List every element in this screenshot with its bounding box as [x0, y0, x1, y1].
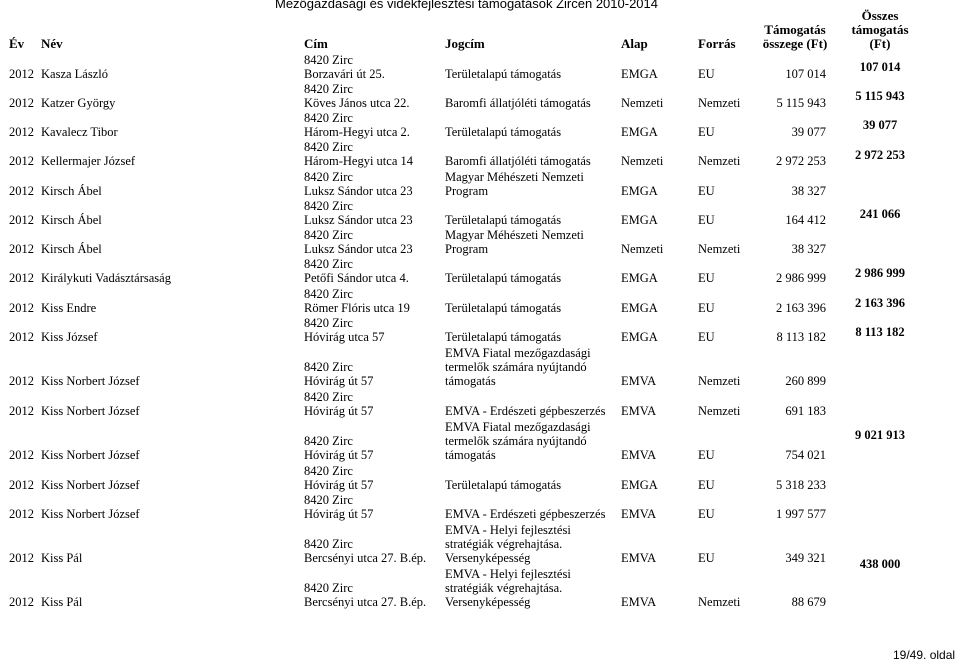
total-value: 39 077	[862, 118, 898, 132]
row-legal-basis-line: stratégiák végrehajtása.	[445, 581, 563, 595]
row-fund: EMVA	[621, 551, 657, 565]
row-amount: 2 986 999	[776, 271, 826, 285]
row-source: EU	[698, 330, 715, 344]
row-source: Nemzeti	[698, 404, 741, 418]
row-address-street: Bercsényi utca 27. B.ép.	[304, 551, 427, 565]
row-address-street: Bercsényi utca 27. B.ép.	[304, 595, 427, 609]
row-address-street: Luksz Sándor utca 23	[304, 242, 413, 256]
row-legal-basis-line: stratégiák végrehajtása.	[445, 537, 563, 551]
row-year: 2012	[9, 242, 34, 256]
row-amount: 38 327	[791, 242, 826, 256]
row-legal-basis-line: Program	[445, 184, 489, 198]
row-address-street: Hóvirág út 57	[304, 478, 374, 492]
row-source: EU	[698, 507, 715, 521]
total-value: 241 066	[859, 207, 901, 221]
row-name: Kiss Pál	[41, 551, 83, 565]
row-amount: 38 327	[791, 184, 826, 198]
row-fund: EMGA	[621, 301, 658, 315]
row-fund: Nemzeti	[621, 154, 664, 168]
row-year: 2012	[9, 478, 34, 492]
page-number: 19/49. oldal	[893, 648, 956, 662]
row-legal-basis-line: Versenyképesség	[445, 551, 531, 565]
row-address-city: 8420 Zirc	[304, 537, 353, 551]
row-address-city: 8420 Zirc	[304, 464, 353, 478]
row-year: 2012	[9, 448, 34, 462]
row-fund: EMGA	[621, 271, 658, 285]
row-source: EU	[698, 125, 715, 139]
row-year: 2012	[9, 67, 34, 81]
row-legal-basis-line: Magyar Méhészeti Nemzeti	[445, 170, 584, 184]
row-legal-basis-line: EMVA Fiatal mezőgazdasági	[445, 346, 591, 360]
row-year: 2012	[9, 404, 34, 418]
row-legal-basis-line: Területalapú támogatás	[445, 213, 562, 227]
row-address-street: Borzavári út 25.	[304, 67, 385, 81]
total-value: 8 113 182	[855, 325, 905, 339]
row-amount: 2 163 396	[776, 301, 826, 315]
total-value: 5 115 943	[855, 89, 905, 103]
row-legal-basis-line: EMVA - Erdészeti gépbeszerzés	[445, 404, 606, 418]
row-address-street: Petőfi Sándor utca 4.	[304, 271, 409, 285]
row-address-street: Luksz Sándor utca 23	[304, 184, 413, 198]
row-legal-basis-line: Területalapú támogatás	[445, 478, 562, 492]
row-fund: EMGA	[621, 478, 658, 492]
total-value: 2 986 999	[855, 266, 905, 280]
row-address-street: Hóvirág út 57	[304, 374, 374, 388]
row-source: Nemzeti	[698, 374, 741, 388]
row-address-street: Luksz Sándor utca 23	[304, 213, 413, 227]
row-address-city: 8420 Zirc	[304, 434, 353, 448]
row-address-city: 8420 Zirc	[304, 316, 353, 330]
row-legal-basis-line: támogatás	[445, 374, 496, 388]
total-value: 107 014	[859, 60, 901, 74]
row-amount: 88 679	[791, 595, 826, 609]
row-legal-basis-line: Területalapú támogatás	[445, 67, 562, 81]
row-source: EU	[698, 67, 715, 81]
row-fund: EMGA	[621, 125, 658, 139]
row-address-city: 8420 Zirc	[304, 493, 353, 507]
row-source: EU	[698, 301, 715, 315]
row-source: EU	[698, 448, 715, 462]
row-name: Kiss Norbert József	[41, 478, 140, 492]
header-total: Összes támogatás (Ft)	[851, 8, 909, 51]
row-address-city: 8420 Zirc	[304, 581, 353, 595]
row-address-city: 8420 Zirc	[304, 257, 353, 271]
row-legal-basis-line: Magyar Méhészeti Nemzeti	[445, 228, 584, 242]
row-year: 2012	[9, 374, 34, 388]
row-legal-basis-line: EMVA - Helyi fejlesztési	[445, 523, 571, 537]
row-legal-basis-line: Baromfi állatjóléti támogatás	[445, 154, 591, 168]
row-amount: 39 077	[791, 125, 826, 139]
row-fund: Nemzeti	[621, 242, 664, 256]
total-value: 2 972 253	[855, 148, 905, 162]
row-address-city: 8420 Zirc	[304, 53, 353, 67]
row-address-city: 8420 Zirc	[304, 140, 353, 154]
row-source: EU	[698, 271, 715, 285]
row-address-city: 8420 Zirc	[304, 170, 353, 184]
row-address-city: 8420 Zirc	[304, 287, 353, 301]
row-amount: 260 899	[785, 374, 826, 388]
row-year: 2012	[9, 125, 34, 139]
row-year: 2012	[9, 154, 34, 168]
row-address-street: Hóvirág út 57	[304, 448, 374, 462]
row-year: 2012	[9, 507, 34, 521]
header-legal-basis: Jogcím	[445, 36, 485, 51]
row-address-city: 8420 Zirc	[304, 199, 353, 213]
row-source: EU	[698, 213, 715, 227]
row-fund: EMGA	[621, 184, 658, 198]
row-legal-basis-line: termelők számára nyújtandó	[445, 434, 587, 448]
row-amount: 691 183	[785, 404, 826, 418]
row-legal-basis-line: Versenyképesség	[445, 595, 531, 609]
row-legal-basis-line: támogatás	[445, 448, 496, 462]
row-fund: EMGA	[621, 213, 658, 227]
row-name: Kiss Norbert József	[41, 374, 140, 388]
header-address: Cím	[304, 36, 328, 51]
row-name: Kiss József	[41, 330, 98, 344]
row-address-city: 8420 Zirc	[304, 228, 353, 242]
row-fund: Nemzeti	[621, 96, 664, 110]
row-address-street: Hóvirág utca 57	[304, 330, 385, 344]
row-fund: EMGA	[621, 67, 658, 81]
row-address-street: Köves János utca 22.	[304, 96, 410, 110]
row-amount: 2 972 253	[776, 154, 826, 168]
row-legal-basis-line: Baromfi állatjóléti támogatás	[445, 96, 591, 110]
row-legal-basis-line: Területalapú támogatás	[445, 301, 562, 315]
header-year: Év	[9, 36, 25, 51]
row-address-street: Három-Hegyi utca 2.	[304, 125, 410, 139]
row-name: Királykuti Vadásztársaság	[41, 271, 171, 285]
row-name: Kirsch Ábel	[41, 184, 102, 198]
row-year: 2012	[9, 213, 34, 227]
row-amount: 349 321	[785, 551, 826, 565]
row-legal-basis-line: termelők számára nyújtandó	[445, 360, 587, 374]
row-source: EU	[698, 478, 715, 492]
row-fund: EMVA	[621, 448, 657, 462]
row-name: Kirsch Ábel	[41, 242, 102, 256]
row-name: Kavalecz Tibor	[41, 125, 118, 139]
row-amount: 5 318 233	[776, 478, 826, 492]
row-year: 2012	[9, 96, 34, 110]
row-address-city: 8420 Zirc	[304, 111, 353, 125]
row-source: EU	[698, 184, 715, 198]
row-source: Nemzeti	[698, 154, 741, 168]
row-legal-basis-line: EMVA - Erdészeti gépbeszerzés	[445, 507, 606, 521]
row-year: 2012	[9, 184, 34, 198]
row-fund: EMGA	[621, 330, 658, 344]
row-legal-basis-line: Területalapú támogatás	[445, 330, 562, 344]
row-year: 2012	[9, 551, 34, 565]
row-address-city: 8420 Zirc	[304, 360, 353, 374]
row-fund: EMVA	[621, 507, 657, 521]
row-name: Kiss Norbert József	[41, 507, 140, 521]
row-address-street: Hóvirág út 57	[304, 404, 374, 418]
row-source: EU	[698, 551, 715, 565]
row-address-city: 8420 Zirc	[304, 82, 353, 96]
row-name: Kiss Pál	[41, 595, 83, 609]
row-name: Kirsch Ábel	[41, 213, 102, 227]
row-year: 2012	[9, 271, 34, 285]
row-legal-basis-line: Program	[445, 242, 489, 256]
row-legal-basis-line: EMVA - Helyi fejlesztési	[445, 567, 571, 581]
row-amount: 5 115 943	[776, 96, 826, 110]
row-name: Katzer György	[41, 96, 116, 110]
row-name: Kiss Norbert József	[41, 404, 140, 418]
row-fund: EMVA	[621, 595, 657, 609]
row-name: Kiss Endre	[41, 301, 97, 315]
header-amount: Támogatás összege (Ft)	[762, 22, 828, 51]
total-value: 2 163 396	[855, 296, 905, 310]
row-amount: 1 997 577	[776, 507, 826, 521]
row-name: Kellermajer József	[41, 154, 136, 168]
row-amount: 754 021	[785, 448, 826, 462]
row-year: 2012	[9, 330, 34, 344]
row-legal-basis-line: EMVA Fiatal mezőgazdasági	[445, 420, 591, 434]
row-amount: 8 113 182	[776, 330, 826, 344]
row-legal-basis-line: Területalapú támogatás	[445, 271, 562, 285]
header-name: Név	[41, 36, 63, 51]
header-source: Forrás	[698, 36, 736, 51]
row-amount: 107 014	[785, 67, 826, 81]
row-year: 2012	[9, 301, 34, 315]
row-address-street: Hóvirág út 57	[304, 507, 374, 521]
total-value: 438 000	[859, 557, 901, 571]
row-fund: EMVA	[621, 374, 657, 388]
row-source: Nemzeti	[698, 96, 741, 110]
row-address-street: Römer Flóris utca 19	[304, 301, 410, 315]
total-value: 9 021 913	[855, 428, 905, 442]
row-year: 2012	[9, 595, 34, 609]
row-legal-basis-line: Területalapú támogatás	[445, 125, 562, 139]
row-address-street: Három-Hegyi utca 14	[304, 154, 413, 168]
row-source: Nemzeti	[698, 595, 741, 609]
header-fund: Alap	[621, 36, 648, 51]
row-fund: EMVA	[621, 404, 657, 418]
row-address-city: 8420 Zirc	[304, 390, 353, 404]
row-name: Kasza László	[41, 67, 108, 81]
row-source: Nemzeti	[698, 242, 741, 256]
row-amount: 164 412	[785, 213, 826, 227]
page-title: Mezőgazdasági és vidékfejlesztési támogatások Zircen 2010-2014	[275, 0, 658, 11]
row-name: Kiss Norbert József	[41, 448, 140, 462]
